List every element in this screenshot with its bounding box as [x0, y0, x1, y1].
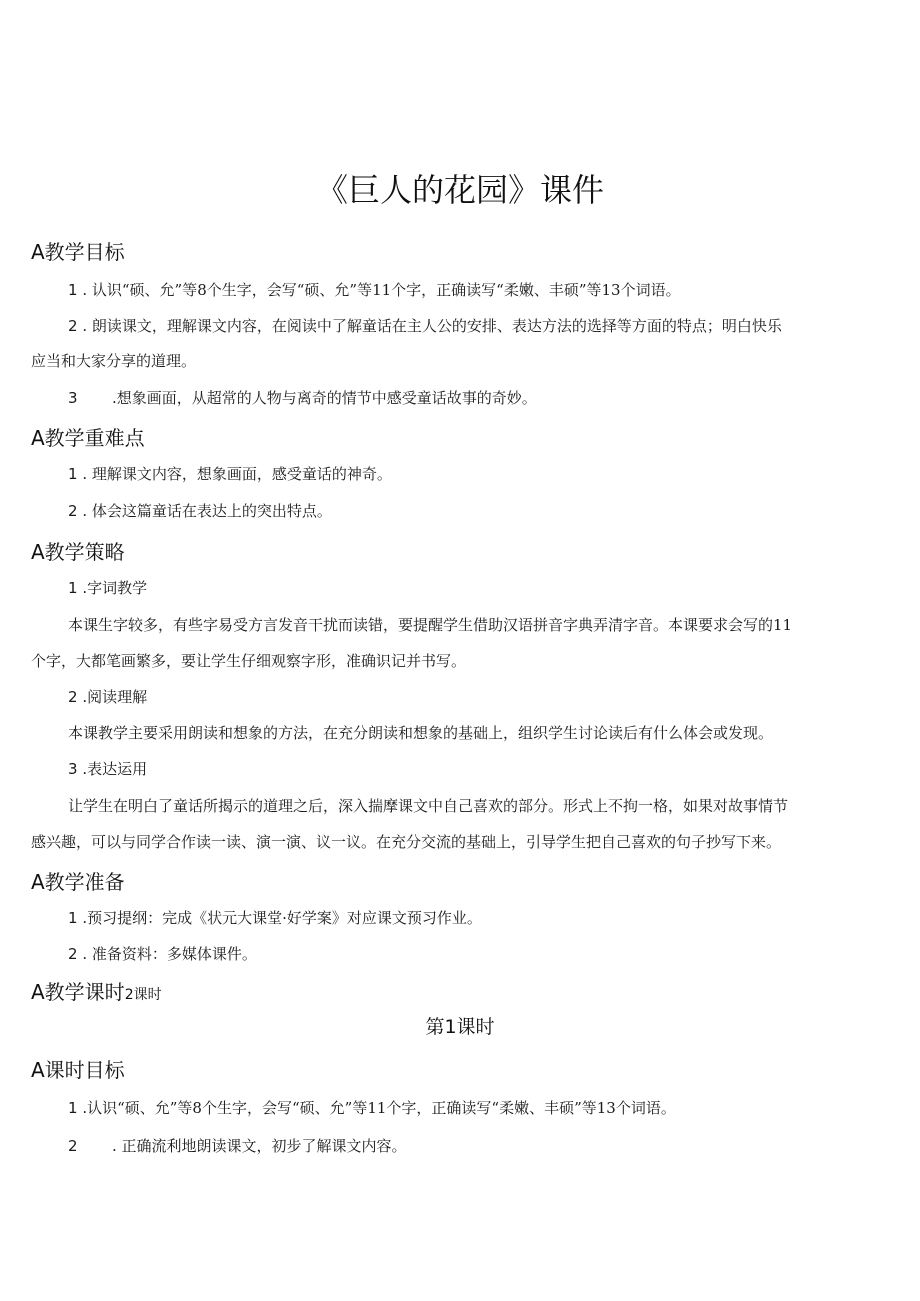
prep-item-2-text: . 准备资料：多媒体课件。 [82, 945, 257, 963]
strategy-item-2-text: .阅读理解 [82, 688, 148, 706]
strategy-item-3-text: .表达运用 [82, 760, 148, 778]
class-periods-value: 2课时 [124, 987, 162, 1003]
keypoint-item-1-number: 1 [68, 465, 78, 483]
strategy-1-paragraph-line-2: 个字，大都笔画繁多，要让学生仔细观察字形，准确识记并书写。 [31, 652, 467, 670]
lesson-1-title: 第1课时 [425, 1016, 495, 1038]
goal-item-3 [68, 387, 537, 409]
class-periods-label: A教学课时 [31, 980, 125, 1004]
goal-item-2-number: 2 [68, 317, 78, 335]
strategy-3-paragraph-line-2: 感兴趣，可以与同学合作读一读、演一演、议一议。在充分交流的基础上，引导学生把自己喜欢的句子抄写下来。 [31, 833, 782, 851]
heading-key-points: A教学重难点 [31, 426, 145, 450]
strategy-item-3-number: 3 [68, 760, 78, 778]
goal-item-2 [68, 315, 782, 337]
lesson-goal-item-2-number: 2 [68, 1137, 78, 1155]
goal-item-3-text: .想象画面，从超常的人物与离奇的情节中感受童话故事的奇妙。 [112, 389, 537, 407]
keypoint-item-2-text: . 体会这篇童话在表达上的突出特点。 [82, 502, 332, 520]
lesson-goal-item-1-number: 1 [68, 1099, 78, 1117]
heading-teaching-strategy: A教学策略 [31, 540, 125, 564]
prep-item-2-number: 2 [68, 945, 78, 963]
goal-item-1-number: 1 [68, 281, 78, 299]
keypoint-item-2-number: 2 [68, 502, 78, 520]
goal-item-2-text: . 朗读课文，理解课文内容，在阅读中了解童话在主人公的安排、表达方法的选择等方面的特点；明白快乐 [82, 317, 782, 335]
strategy-3-paragraph-line-1: 让学生在明白了童话所揭示的道理之后，深入揣摩课文中自己喜欢的部分。形式上不拘一格，如果对故事情节 [68, 797, 789, 815]
goal-item-1-text: . 认识“硕、允”等8个生字，会写“硕、允”等11个字，正确读写“柔嫩、丰硕”等13个词语。 [82, 281, 681, 299]
keypoint-item-1 [68, 463, 392, 485]
keypoint-item-1-text: . 理解课文内容，想象画面，感受童话的神奇。 [82, 465, 392, 483]
strategy-item-2 [68, 686, 147, 708]
lesson-goal-item-2-text: . 正确流利地朗读课文，初步了解课文内容。 [112, 1137, 407, 1155]
goal-item-3-number: 3 [68, 389, 78, 407]
prep-item-1-text: .预习提纲：完成《状元大课堂·好学案》对应课文预习作业。 [82, 909, 482, 927]
lesson-goal-item-1 [68, 1097, 676, 1119]
strategy-2-paragraph-line-1: 本课教学主要采用朗读和想象的方法，在充分朗读和想象的基础上，组织学生讨论读后有什么体会或发现。 [68, 724, 774, 742]
strategy-item-1-text: .字词教学 [82, 579, 148, 597]
heading-class-periods [31, 979, 162, 1008]
lesson-goal-item-1-text: .认识“硕、允”等8个生字，会写“硕、允”等11个字，正确读写“柔嫩、丰硕”等13个词语。 [82, 1099, 676, 1117]
strategy-item-2-number: 2 [68, 688, 78, 706]
keypoint-item-2 [68, 500, 332, 522]
prep-item-1-number: 1 [68, 909, 78, 927]
goal-item-1 [68, 279, 681, 301]
prep-item-2 [68, 943, 257, 965]
prep-item-1 [68, 907, 482, 929]
lesson-goal-item-2 [68, 1135, 407, 1157]
strategy-1-paragraph-line-1: 本课生字较多，有些字易受方言发音干扰而读错，要提醒学生借助汉语拼音字典弄清字音。本课要求会写的11 [68, 616, 793, 634]
heading-lesson-goals: A课时目标 [31, 1058, 125, 1082]
heading-teaching-goals: A教学目标 [31, 240, 125, 264]
strategy-item-1-number: 1 [68, 579, 78, 597]
goal-item-2-continuation: 应当和大家分享的道理。 [31, 352, 197, 370]
strategy-item-3 [68, 758, 147, 780]
document-title: 《巨人的花园》课件 [315, 171, 604, 209]
strategy-item-1 [68, 577, 147, 599]
heading-teaching-prep: A教学准备 [31, 870, 125, 894]
